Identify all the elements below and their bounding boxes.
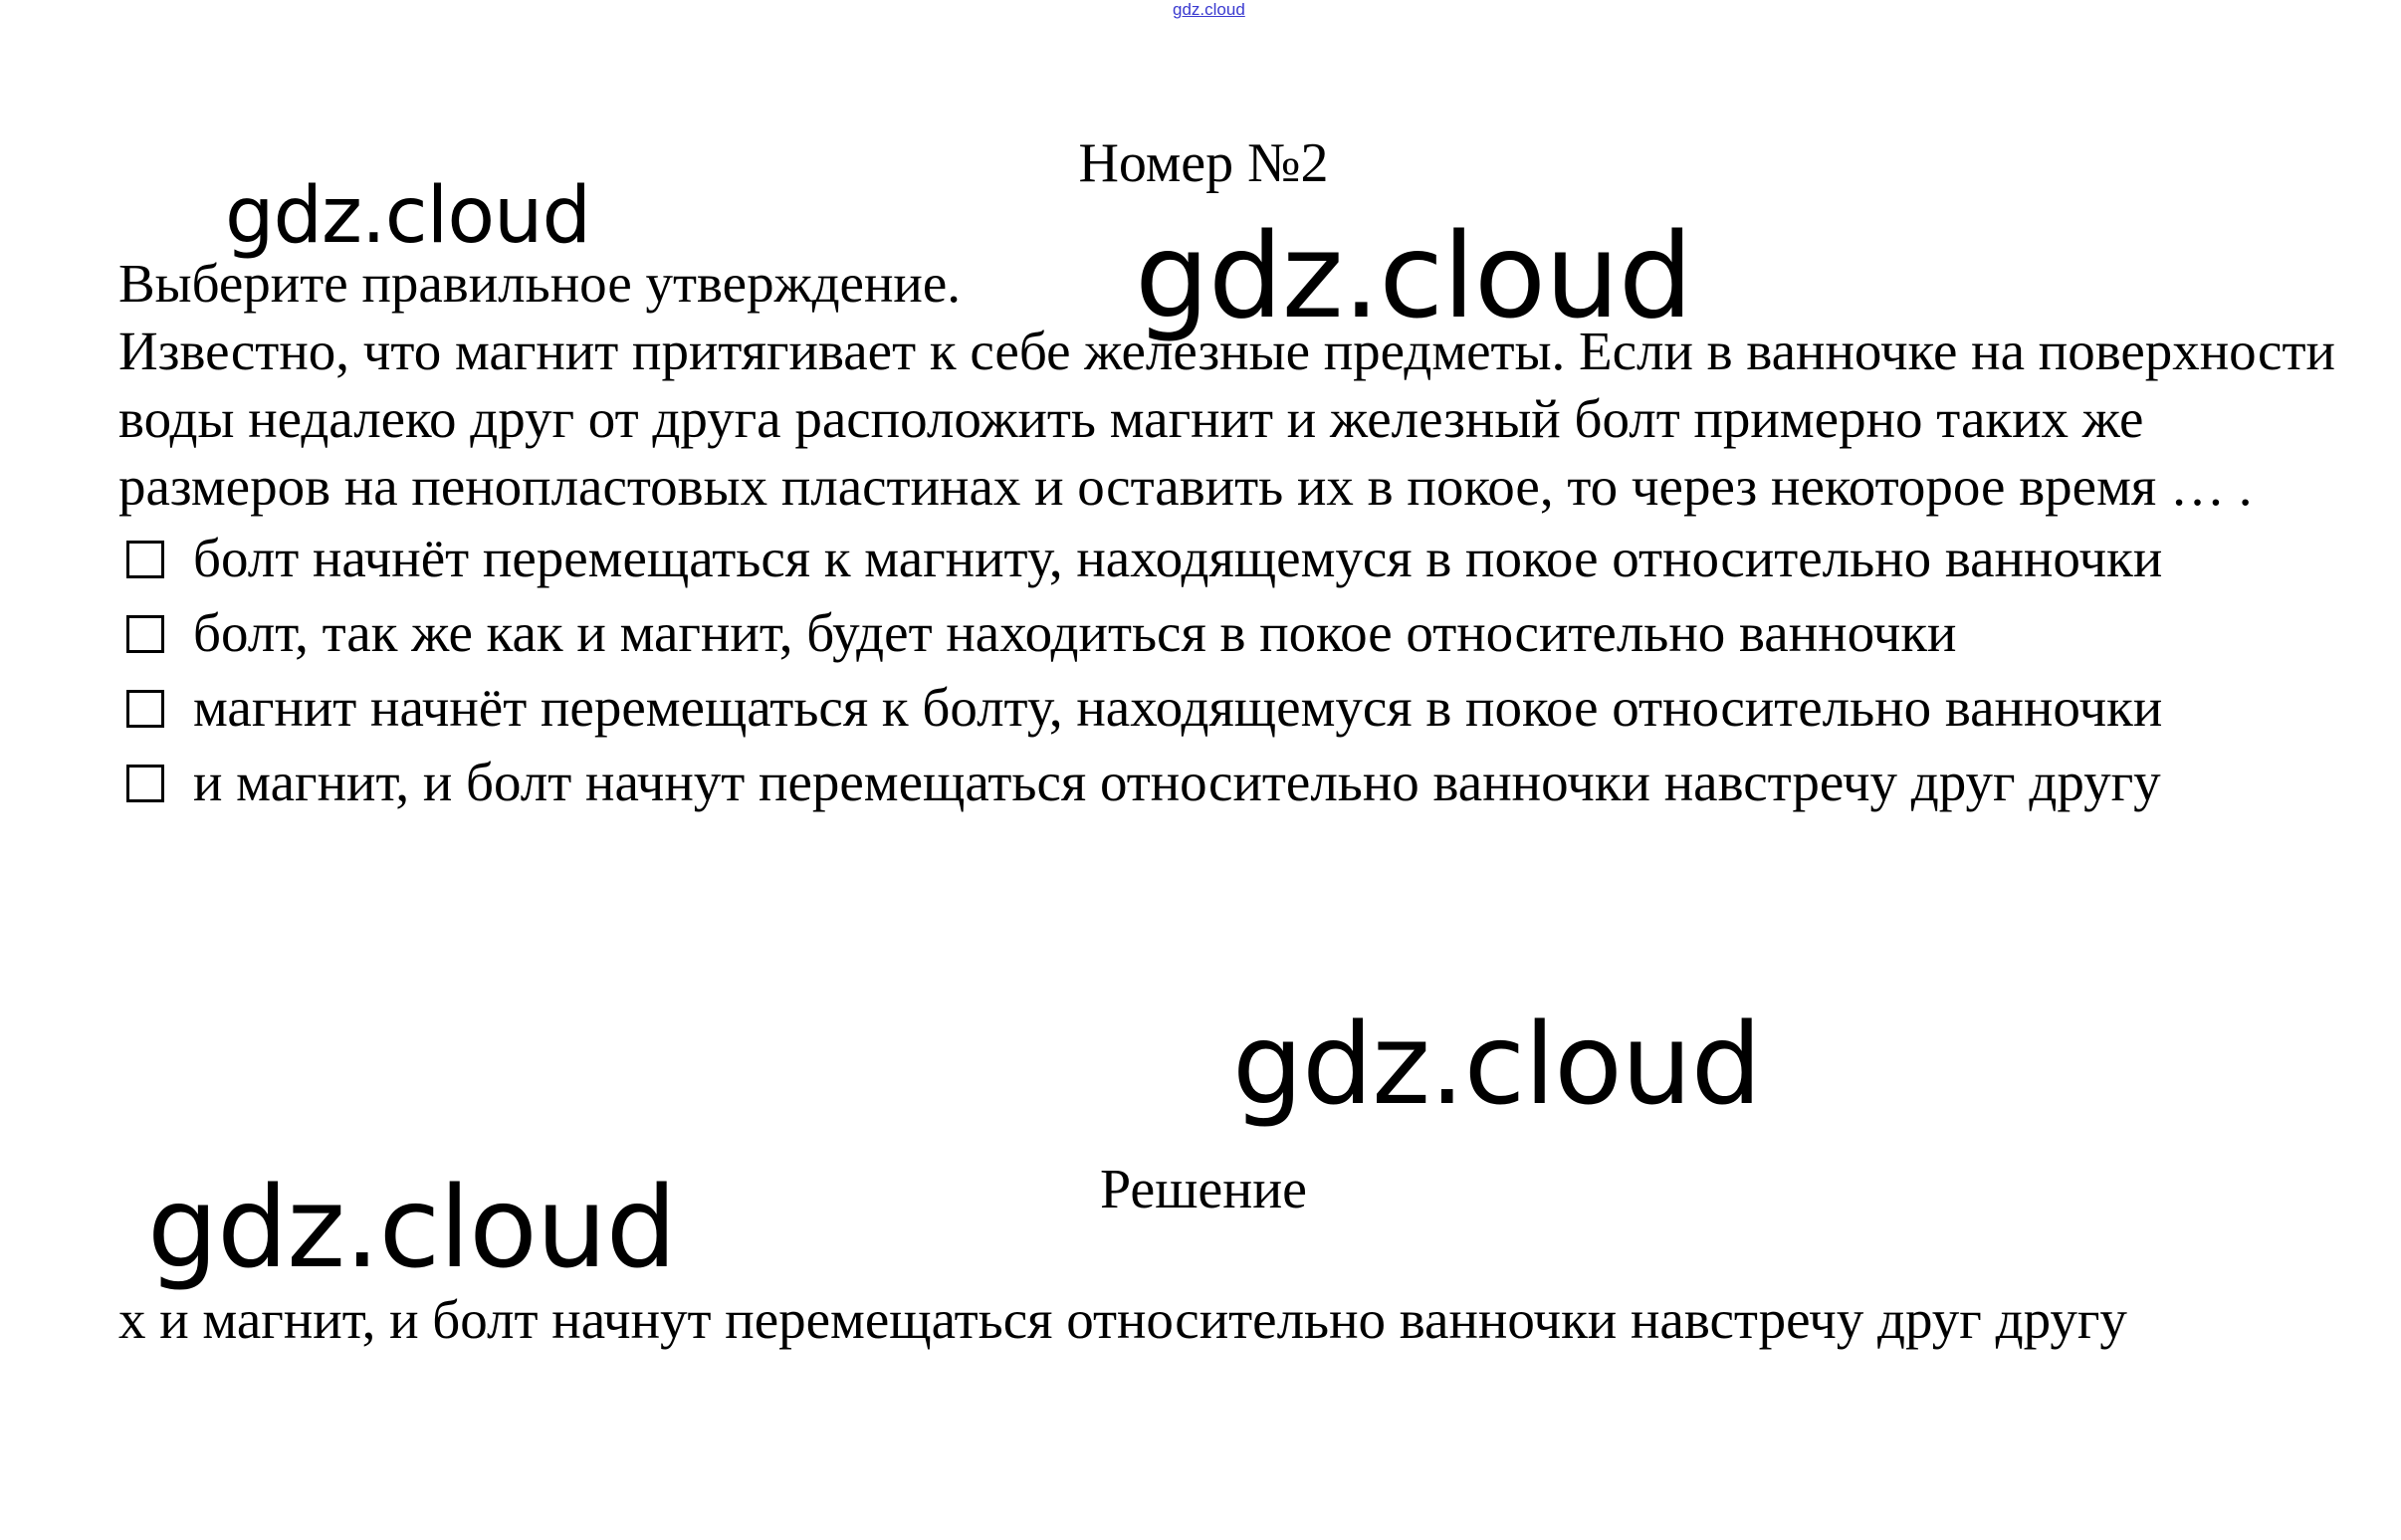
watermark: gdz.cloud bbox=[225, 171, 590, 261]
answer-options bbox=[118, 525, 2338, 816]
solution-heading: Решение bbox=[1099, 1159, 1308, 1220]
instruction-text: Выберите правильное утверждение. bbox=[118, 253, 962, 314]
answer-option[interactable] bbox=[118, 525, 2338, 592]
option-label: магнит начнёт перемещаться к болту, находящемуся в покое относительно ванночки bbox=[193, 677, 2163, 738]
option-label: и магнит, и болт начнут перемещаться относительно ванночки навстречу друг другу bbox=[193, 752, 2161, 812]
answer-option[interactable] bbox=[118, 599, 2338, 667]
checkbox-icon[interactable] bbox=[126, 765, 164, 802]
option-label: болт начнёт перемещаться к магниту, находящемуся в покое относительно ванночки bbox=[193, 528, 2163, 588]
watermark: gdz.cloud bbox=[1135, 207, 1692, 344]
answer-option[interactable] bbox=[118, 674, 2338, 742]
option-label: болт, так же как и магнит, будет находиться в покое относительно ванночки bbox=[193, 602, 1957, 663]
task-body bbox=[118, 250, 2338, 823]
watermark: gdz.cloud bbox=[147, 1164, 676, 1293]
answer-option[interactable] bbox=[118, 749, 2338, 816]
page-title: Номер №2 bbox=[1078, 132, 1329, 194]
checkbox-icon[interactable] bbox=[126, 541, 164, 578]
header-link[interactable]: gdz.cloud bbox=[1173, 0, 1245, 19]
solution-text: х и магнит, и болт начнут перемещаться относительно ванночки навстречу друг другу bbox=[118, 1289, 2127, 1350]
checkbox-icon[interactable] bbox=[126, 615, 164, 653]
watermark: gdz.cloud bbox=[1232, 1000, 1761, 1130]
question-text: Известно, что магнит притягивает к себе железные предметы. Если в ванночке на поверхности воды недалеко друг от друга расположить магнит и железный болт примерно таких же размеров на пенопластовых пластинах и оставить их в покое, то через некоторое время … . bbox=[118, 321, 2335, 517]
checkbox-icon[interactable] bbox=[126, 690, 164, 728]
